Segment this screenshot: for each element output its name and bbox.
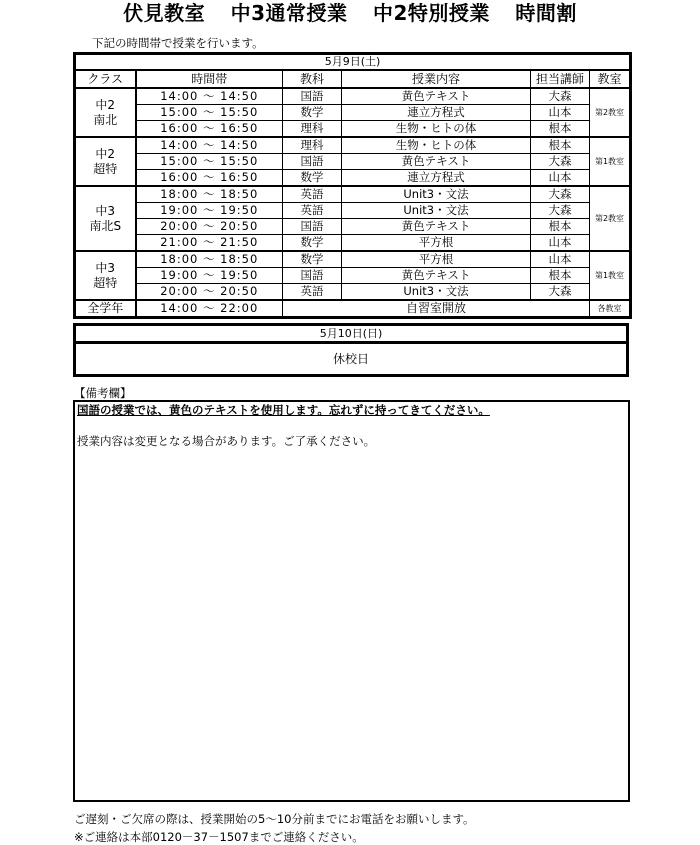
teacher-cell: 根本 (531, 219, 590, 235)
holiday-label: 休校日 (332, 352, 369, 366)
class-line1: 中3 (95, 203, 116, 218)
subject-cell: 理科 (283, 121, 342, 138)
room-cell: 各教室 (590, 300, 631, 318)
teacher-cell: 山本 (531, 170, 590, 187)
time-cell: 14:00 ～ 22:00 (136, 300, 283, 318)
time-cell: 21:00 ～ 21:50 (136, 235, 283, 252)
time-cell: 20:00 ～ 20:50 (136, 219, 283, 235)
table-row (75, 121, 631, 138)
schedule-table-day1 (73, 52, 632, 319)
subject-cell: 国語 (283, 219, 342, 235)
class-line1: 中3 (95, 260, 116, 275)
table-row (75, 88, 631, 105)
class-line2: 南北S (89, 218, 122, 233)
time-cell: 15:00 ～ 15:50 (136, 105, 283, 121)
subject-cell: 英語 (283, 284, 342, 301)
class-cell (75, 251, 136, 300)
room-cell: 第2教室 (590, 186, 631, 251)
table-row (75, 105, 631, 121)
class-line2: 超特 (93, 275, 118, 290)
column-header-row (75, 70, 631, 88)
content-cell: 平方根 (342, 235, 531, 252)
content-cell: 平方根 (342, 251, 531, 268)
teacher-cell: 大森 (531, 154, 590, 170)
time-cell: 18:00 ～ 18:50 (136, 251, 283, 268)
subtitle: 下記の時間帯で授業を行います。 (92, 36, 264, 50)
time-cell: 14:00 ～ 14:50 (136, 137, 283, 154)
time-cell: 16:00 ～ 16:50 (136, 170, 283, 187)
table-row (75, 219, 631, 235)
date-row (75, 54, 631, 71)
table-row (75, 186, 631, 203)
table-row (75, 170, 631, 187)
teacher-cell: 大森 (531, 203, 590, 219)
room-cell: 第1教室 (590, 137, 631, 186)
subject-cell: 数学 (283, 251, 342, 268)
table-row (75, 235, 631, 252)
class-line2: 超特 (93, 161, 118, 176)
header-class: クラス (75, 70, 136, 88)
content-cell: 自習室開放 (283, 300, 590, 318)
class-line2: 南北 (93, 112, 118, 127)
teacher-cell: 大森 (531, 186, 590, 203)
title-timetable: 時間割 (515, 1, 577, 25)
table-row (75, 268, 631, 284)
teacher-cell: 根本 (531, 137, 590, 154)
page-title (0, 0, 700, 26)
date-header: 5月10日(日) (75, 325, 628, 343)
teacher-cell: 根本 (531, 268, 590, 284)
holiday-row (75, 343, 628, 376)
teacher-cell: 山本 (531, 235, 590, 252)
schedule-table-day2 (73, 323, 629, 377)
room-cell: 第1教室 (590, 251, 631, 300)
subject-cell: 数学 (283, 235, 342, 252)
content-cell: 黄色テキスト (342, 219, 531, 235)
content-cell: 黄色テキスト (342, 154, 531, 170)
table-row (75, 137, 631, 154)
content-cell: Unit3・文法 (342, 284, 531, 301)
content-cell: 生物・ヒトの体 (342, 137, 531, 154)
header-time: 時間帯 (136, 70, 283, 88)
content-cell: 黄色テキスト (342, 88, 531, 105)
header-subject: 教科 (283, 70, 342, 88)
subject-cell: 国語 (283, 268, 342, 284)
notes-box (73, 400, 630, 802)
time-cell: 20:00 ～ 20:50 (136, 284, 283, 301)
header-content: 授業内容 (342, 70, 531, 88)
title-grade2: 中2特別授業 (372, 1, 490, 25)
content-cell: 連立方程式 (342, 105, 531, 121)
class-cell (75, 186, 136, 251)
table-row (75, 203, 631, 219)
table-row (75, 251, 631, 268)
room-cell: 第2教室 (590, 88, 631, 137)
time-cell: 19:00 ～ 19:50 (136, 268, 283, 284)
teacher-cell: 山本 (531, 105, 590, 121)
content-cell: 生物・ヒトの体 (342, 121, 531, 138)
content-cell: 黄色テキスト (342, 268, 531, 284)
footer-contact: ※ご連絡は本部0120－37－1507までご連絡ください。 (74, 830, 364, 844)
subject-cell: 英語 (283, 186, 342, 203)
time-cell: 16:00 ～ 16:50 (136, 121, 283, 138)
content-cell: Unit3・文法 (342, 186, 531, 203)
subject-cell: 数学 (283, 170, 342, 187)
all-grades-row (75, 300, 631, 318)
content-cell: Unit3・文法 (342, 203, 531, 219)
time-cell: 14:00 ～ 14:50 (136, 88, 283, 105)
title-grade3: 中3通常授業 (230, 1, 348, 25)
content-cell: 連立方程式 (342, 170, 531, 187)
class-cell (75, 137, 136, 186)
class-cell: 全学年 (75, 300, 136, 318)
subject-cell: 数学 (283, 105, 342, 121)
time-cell: 18:00 ～ 18:50 (136, 186, 283, 203)
footer-late-notice: ご遅刻・ご欠席の際は、授業開始の5～10分前までにお電話をお願いします。 (74, 812, 475, 826)
header-teacher: 担当講師 (531, 70, 590, 88)
class-line1: 中2 (95, 97, 116, 112)
subject-cell: 国語 (283, 88, 342, 105)
notes-important: 国語の授業では、黄色のテキストを使用します。忘れずに持ってきてください。 (77, 403, 490, 417)
teacher-cell: 大森 (531, 88, 590, 105)
table-row (75, 284, 631, 301)
notes-label: 【備考欄】 (74, 386, 132, 400)
subject-cell: 英語 (283, 203, 342, 219)
subject-cell: 国語 (283, 154, 342, 170)
class-line1: 中2 (95, 146, 116, 161)
time-cell: 19:00 ～ 19:50 (136, 203, 283, 219)
date-header: 5月9日(土) (75, 54, 631, 71)
date-row (75, 325, 628, 343)
title-school: 伏見教室 (123, 1, 206, 25)
notes-text: 授業内容は変更となる場合があります。ご了承ください。 (77, 434, 376, 448)
class-cell (75, 88, 136, 137)
table-row (75, 154, 631, 170)
header-room: 教室 (590, 70, 631, 88)
subject-cell: 理科 (283, 137, 342, 154)
teacher-cell: 山本 (531, 251, 590, 268)
teacher-cell: 大森 (531, 284, 590, 301)
teacher-cell: 根本 (531, 121, 590, 138)
time-cell: 15:00 ～ 15:50 (136, 154, 283, 170)
